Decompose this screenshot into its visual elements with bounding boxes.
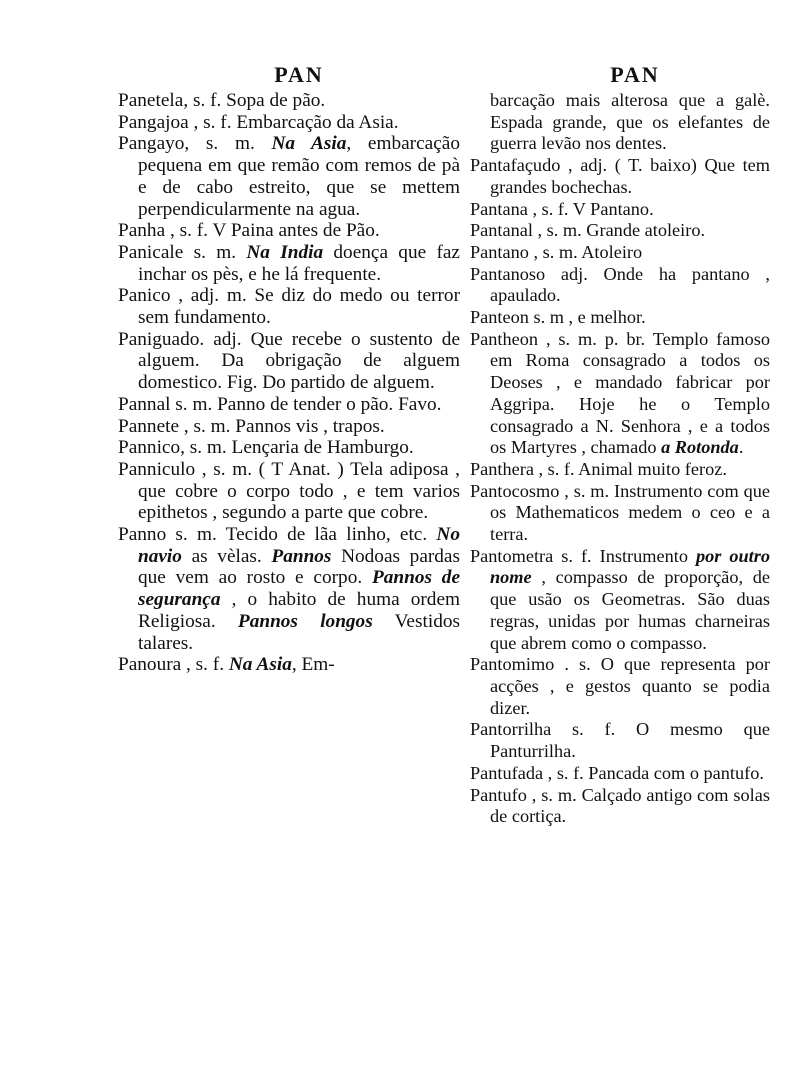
entry-pangajoa: Pangajoa , s. f. Embarcação da Asia. — [118, 111, 399, 133]
entry-panteon: Panteon s. m , e melhor. — [470, 307, 646, 328]
entry-paniguado: Paniguado. adj. Que recebe o sustento de alguem. Da obrigação de alguem domestico. Fig. Do partido de alguem. — [118, 328, 460, 394]
entry-pangayo: Pangayo, s. m. Na Asia, embarcação pequena em que remão com remos de pà e de cabo estreito, que se mettem perpendicularmente na agua. — [118, 133, 460, 220]
entry-panniculo: Panniculo , s. m. ( T Anat. ) Tela adiposa , que cobre o corpo todo , e tem varios epithetos , segundo a parte que cobre. — [118, 458, 460, 524]
entry-pannete: Pannete , s. m. Pannos vis , trapos. — [118, 415, 385, 437]
entry-pantometra: Pantometra s. f. Instrumento por outro nome , compasso de proporção, de que usão os Geometras. São duas regras, unidas por humas charneiras que abrem como o compasso. — [470, 545, 771, 653]
right-column — [470, 62, 770, 828]
entry-panetela: Panetela, s. f. Sopa de pão. — [118, 90, 326, 111]
entry-pantufo: Pantufo , s. m. Calçado antigo com solas de cortiça. — [470, 784, 770, 827]
left-running-head: PAN — [274, 62, 324, 87]
entry-pantocosmo: Pantocosmo , s. m. Instrumento com que os Mathematicos medem o ceo e a terra. — [470, 480, 770, 545]
entry-panthera: Panthera , s. f. Animal muito feroz. — [470, 458, 727, 479]
entry-pantomimo: Pantomimo . s. O que representa por acções , e gestos quanto se podia dizer. — [470, 654, 770, 718]
entry-panno: Panno s. m. Tecido de lãa linho, etc. No navio as vèlas. Pannos Nodoas pardas que vem ao rosto e corpo. Pannos de segurança , o habito de huma ordem Religiosa. Pannos longos Vestidos talares. — [118, 524, 461, 654]
entry-pannico: Pannico, s. m. Lençaria de Hamburgo. — [118, 437, 414, 459]
entry-pantanoso: Pantanoso adj. Onde ha pantano , apaulado. — [470, 263, 770, 306]
entry-pantano: Pantano , s. m. Atoleiro — [470, 241, 643, 262]
entry-panha: Panha , s. f. V Paina antes de Pão. — [118, 220, 380, 242]
entry-continuation: barcação mais alterosa que a galè. Espada grande, que os elefantes de guerra levão nos dentes. — [490, 90, 770, 154]
entry-pantheon: Pantheon , s. m. p. br. Templo famoso em Roma consagrado a todos os Deoses , e mandado fabricar por Aggripa. Hoje he o Templo consagrado a N. Senhora , e a todos os Martyres , chamado a Rotonda. — [470, 328, 770, 458]
right-running-head: PAN — [610, 62, 660, 87]
entry-pantanal: Pantanal , s. m. Grande atoleiro. — [470, 220, 706, 241]
entry-panico: Panico , adj. m. Se diz do medo ou terror sem fundamento. — [118, 285, 460, 329]
entry-pantafacudo: Pantafaçudo , adj. ( T. baixo) Que tem grandes bochechas. — [470, 155, 770, 197]
entry-pantana: Pantana , s. f. V Pantano. — [470, 198, 654, 219]
entry-panoura: Panoura , s. f. Na Asia, Em- — [118, 654, 335, 676]
entry-panicale: Panicale s. m. Na India doença que faz inchar os pès, e he lá frequente. — [118, 241, 460, 285]
left-column — [118, 62, 460, 676]
entry-pantorrilha: Pantorrilha s. f. O mesmo que Panturrilha. — [470, 719, 770, 762]
entry-pantufada: Pantufada , s. f. Pancada com o pantufo. — [470, 762, 764, 783]
entry-pannal: Pannal s. m. Panno de tender o pão. Favo. — [118, 393, 442, 415]
